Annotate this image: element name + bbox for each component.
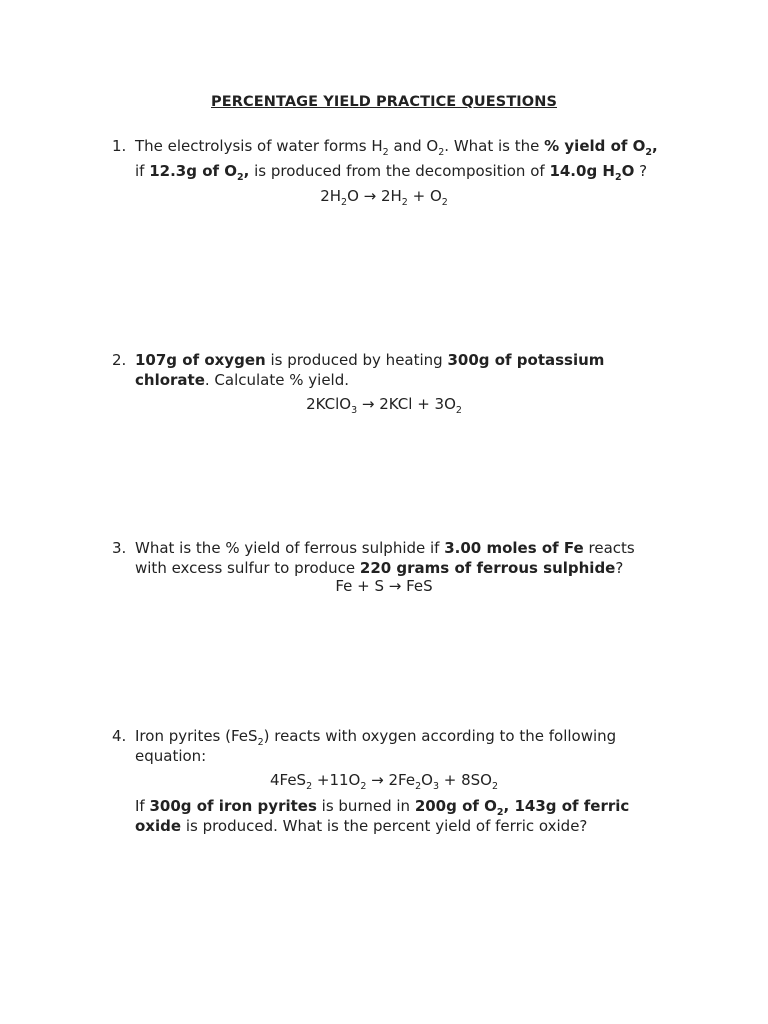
worksheet-title: PERCENTAGE YIELD PRACTICE QUESTIONS (210, 94, 558, 110)
question-text: Iron pyrites (FeS$_2$) reacts with oxygen according to the following equation: (135, 727, 617, 765)
question-1 (112, 137, 692, 181)
question-2 (112, 351, 692, 390)
question-number: 4. (112, 727, 127, 745)
question-text (135, 137, 692, 181)
equation-2: 2KClO$_3$ → $2KCl + 3O_2$ (306, 395, 462, 416)
question-4-continued (112, 797, 692, 836)
question-number: 2. (112, 351, 127, 369)
question-3 (112, 539, 692, 578)
equation-3: Fe + S → FeS (335, 577, 433, 595)
question-line: The electrolysis of water forms $H_2$ and $O_2$. What is the % yield of $O_2$, (135, 137, 658, 158)
question-text: 107g of oxygen is produced by heating 300g of potassium chlorate. Calculate % yield. (135, 351, 605, 389)
question-text: What is the % yield of ferrous sulphide if 3.00 moles of Fe reacts with excess sulfur to produce 220 grams of ferrous sulphide? (135, 539, 635, 577)
question-number: 1. (112, 137, 127, 155)
question-line: if 12.3g of $O_2$, is produced from the decomposition of 14.0g $H_2O$ ? (135, 161, 648, 183)
equation-1: $2H_2O \to 2H_2 + O_2$ (320, 187, 448, 208)
question-number: 3. (112, 539, 127, 557)
question-4 (112, 727, 692, 766)
equation-4: $4FeS_2 +11O_2 \to 2Fe_2O_3 + 8SO_2$ (269, 771, 499, 792)
question-text: If 300g of iron pyrites is burned in 200g of $O_2$, 143g of ferric oxide is produced. What is the percent yield of ferric oxide? (135, 797, 630, 835)
